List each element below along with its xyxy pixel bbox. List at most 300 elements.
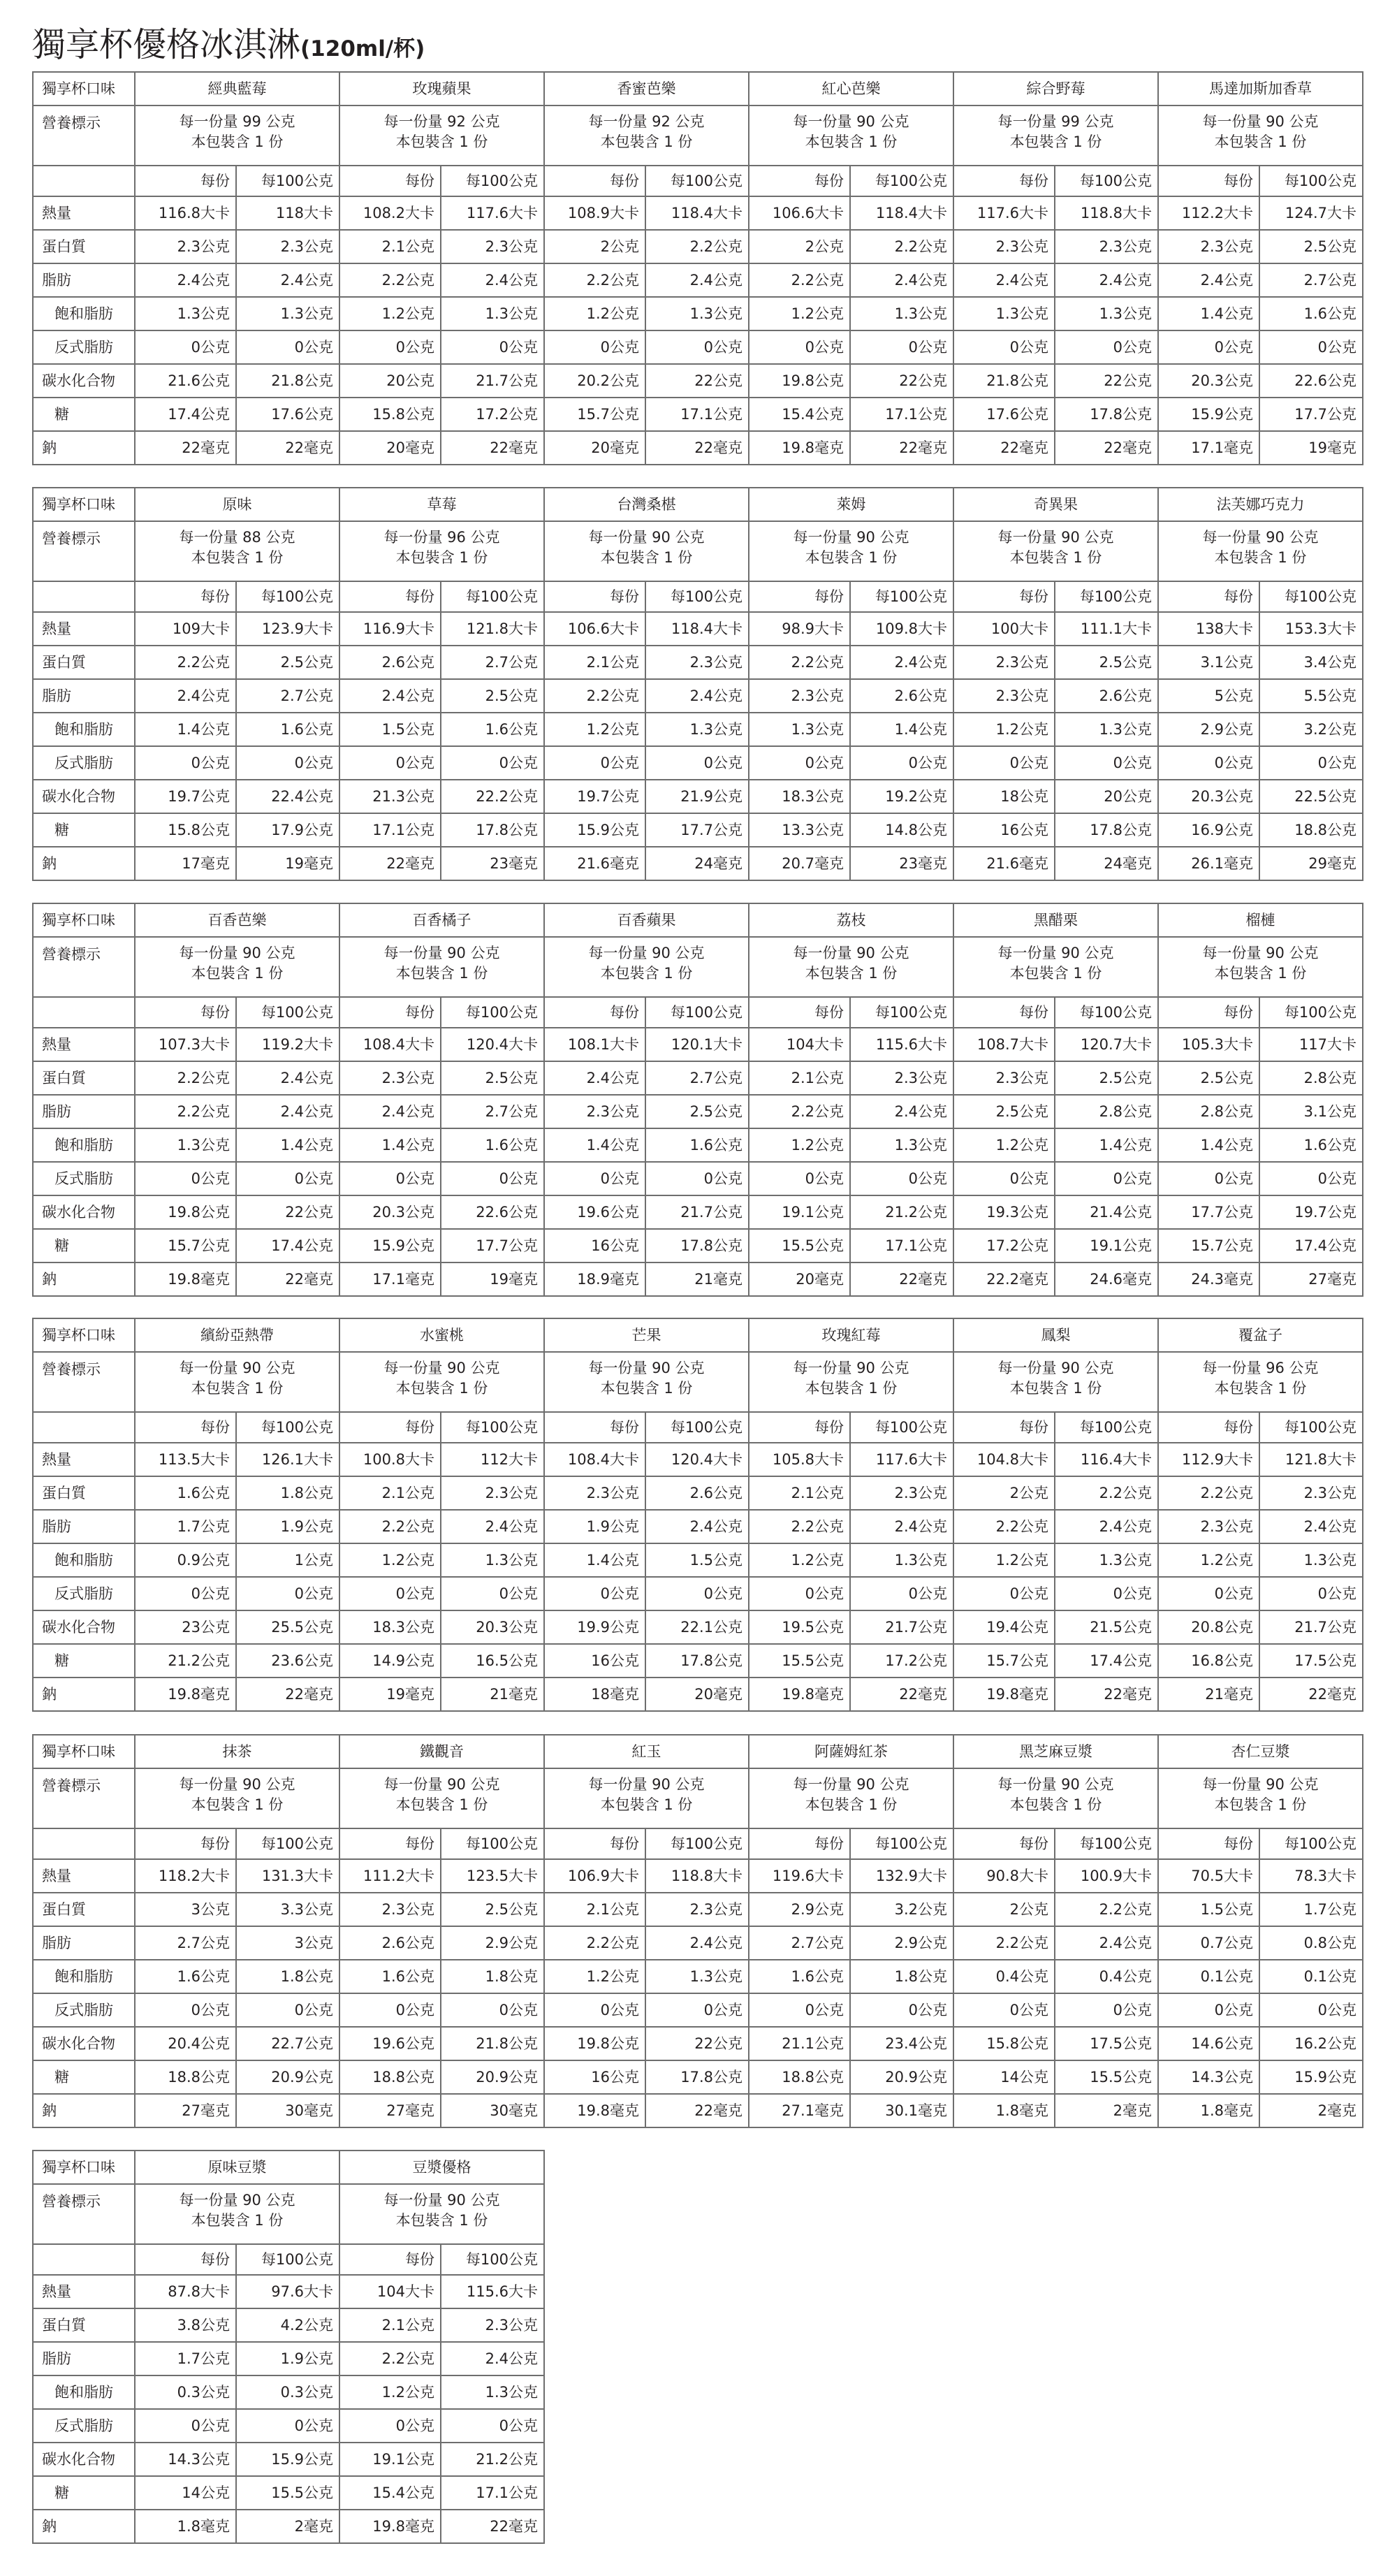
per-100g-value: 17.8公克 [645, 2060, 749, 2094]
row-calories [33, 1859, 1363, 1893]
per-100g-value: 2.2公克 [645, 230, 749, 263]
per-100g-value: 118.4大卡 [645, 612, 749, 646]
per-serving-value: 108.9大卡 [544, 196, 645, 230]
per-100g-value: 3.4公克 [1259, 646, 1363, 679]
per-serving-value: 119.6大卡 [749, 1859, 850, 1893]
per-100g-value: 2.4公克 [236, 1095, 339, 1128]
serving-row [33, 2184, 544, 2244]
flavor-name: 紅心芭樂 [749, 72, 953, 105]
servings-per-pack: 本包裝含 1 份 [191, 548, 284, 566]
servings-per-pack: 本包裝含 1 份 [600, 964, 693, 982]
per-serving-value: 18.3公克 [339, 1610, 441, 1644]
serving-row [33, 1352, 1363, 1412]
per-serving-value: 0公克 [953, 746, 1055, 780]
per-100g-value: 23.6公克 [236, 1644, 339, 1678]
per-100g-value: 22毫克 [850, 1262, 953, 1296]
per-serving-value: 116.9大卡 [339, 612, 441, 646]
per-serving-value: 2.7公克 [749, 1926, 850, 1960]
per-serving-value: 1.2公克 [953, 1543, 1055, 1577]
flavor-row [33, 2151, 544, 2184]
per-serving-value: 27毫克 [339, 2094, 441, 2127]
nutrient-label: 脂肪 [33, 1926, 135, 1960]
per-serving-value: 0公克 [544, 746, 645, 780]
flavor-name: 台灣桑椹 [544, 488, 749, 521]
flavor-name: 馬達加斯加香草 [1158, 72, 1363, 105]
row-trans-fat [33, 1993, 1363, 2027]
per-100g-value: 22公克 [645, 364, 749, 398]
per-serving-header: 每份 [339, 1828, 441, 1859]
per-serving-value: 15.7公克 [1158, 1229, 1259, 1262]
per-serving-value: 1.2公克 [953, 1128, 1055, 1162]
per-serving-value: 18公克 [953, 780, 1055, 813]
per-serving-value: 0公克 [749, 1577, 850, 1610]
per-100g-header: 每100公克 [441, 1828, 544, 1859]
per-serving-value: 112.9大卡 [1158, 1443, 1259, 1476]
per-serving-value: 1.4公克 [1158, 297, 1259, 330]
row-protein [33, 230, 1363, 263]
per-100g-value: 0公克 [850, 746, 953, 780]
per-100g-value: 22毫克 [441, 2510, 544, 2543]
per-100g-value: 20毫克 [645, 1678, 749, 1711]
serving-size: 每一份量 90 公克 [588, 945, 705, 961]
serving-size: 每一份量 90 公克 [997, 529, 1114, 546]
per-serving-value: 2.1公克 [339, 1476, 441, 1510]
nutrient-label: 脂肪 [33, 263, 135, 297]
serving-size: 每一份量 96 公克 [1202, 1360, 1319, 1376]
per-serving-value: 2.2公克 [749, 263, 850, 297]
per-100g-value: 15.9公克 [236, 2443, 339, 2476]
unit-header-row [33, 997, 1363, 1028]
servings-per-pack: 本包裝含 1 份 [600, 1379, 693, 1397]
nutrient-label: 鈉 [33, 431, 135, 465]
nutrient-label: 蛋白質 [33, 1893, 135, 1926]
per-100g-value: 30毫克 [441, 2094, 544, 2127]
per-100g-value: 2.3公克 [441, 1476, 544, 1510]
servings-per-pack: 本包裝含 1 份 [395, 1796, 488, 1813]
per-100g-value: 3公克 [236, 1926, 339, 1960]
per-serving-header: 每份 [953, 581, 1055, 612]
per-serving-value: 2.2公克 [749, 1510, 850, 1543]
flavor-name: 經典藍莓 [135, 72, 339, 105]
serving-info [749, 521, 953, 581]
title-sub: (120ml/杯) [300, 36, 425, 61]
flavor-label: 獨享杯口味 [33, 2151, 135, 2184]
row-saturated-fat [33, 713, 1363, 746]
per-serving-value: 0公克 [339, 2409, 441, 2443]
per-100g-value: 17.1公克 [441, 2476, 544, 2510]
per-100g-header: 每100公克 [236, 1412, 339, 1443]
per-serving-value: 15.5公克 [749, 1229, 850, 1262]
per-serving-value: 1.2公克 [749, 297, 850, 330]
per-100g-value: 2.5公克 [441, 1893, 544, 1926]
nutrient-label: 蛋白質 [33, 230, 135, 263]
serving-size: 每一份量 88 公克 [179, 529, 295, 546]
serving-info [544, 937, 749, 997]
per-100g-value: 2.4公克 [441, 1510, 544, 1543]
per-serving-value: 1.2公克 [953, 713, 1055, 746]
per-100g-value: 21.5公克 [1055, 1610, 1158, 1644]
per-100g-header: 每100公克 [1055, 1412, 1158, 1443]
per-100g-value: 2.7公克 [236, 679, 339, 713]
flavor-name: 阿薩姆紅茶 [749, 1735, 953, 1768]
per-serving-value: 2.2公克 [339, 1510, 441, 1543]
flavor-label: 獨享杯口味 [33, 903, 135, 937]
servings-per-pack: 本包裝含 1 份 [191, 1796, 284, 1813]
per-serving-value: 0公克 [749, 330, 850, 364]
per-serving-value: 19.7公克 [544, 780, 645, 813]
per-100g-value: 123.9大卡 [236, 612, 339, 646]
nutrition-label: 營養標示 [33, 937, 135, 997]
per-100g-value: 22.5公克 [1259, 780, 1363, 813]
flavor-name: 原味 [135, 488, 339, 521]
per-serving-value: 21.6毫克 [544, 847, 645, 880]
per-serving-value: 0公克 [339, 1993, 441, 2027]
serving-size: 每一份量 90 公克 [1202, 113, 1319, 130]
per-serving-value: 2.3公克 [544, 1095, 645, 1128]
per-100g-value: 1.4公克 [236, 1128, 339, 1162]
per-100g-value: 121.8大卡 [1259, 1443, 1363, 1476]
per-serving-value: 0公克 [544, 330, 645, 364]
per-serving-value: 2.3公克 [339, 1061, 441, 1095]
flavor-name: 荔枝 [749, 903, 953, 937]
per-serving-value: 2.2公克 [749, 1095, 850, 1128]
unit-header-row [33, 166, 1363, 196]
per-100g-value: 17.8公克 [1055, 398, 1158, 431]
row-sodium [33, 2510, 544, 2543]
serving-info [953, 937, 1158, 997]
per-serving-value: 118.2大卡 [135, 1859, 236, 1893]
per-100g-value: 100.9大卡 [1055, 1859, 1158, 1893]
per-serving-value: 0公克 [339, 330, 441, 364]
per-100g-header: 每100公克 [850, 997, 953, 1028]
per-serving-value: 2.8公克 [1158, 1095, 1259, 1128]
per-100g-value: 1.3公克 [441, 297, 544, 330]
per-serving-value: 2.4公克 [953, 263, 1055, 297]
row-fat [33, 2342, 544, 2375]
per-serving-value: 20毫克 [749, 1262, 850, 1296]
serving-size: 每一份量 90 公克 [997, 1360, 1114, 1376]
flavor-row [33, 1735, 1363, 1768]
per-serving-header: 每份 [749, 1412, 850, 1443]
per-100g-value: 17.8公克 [645, 1229, 749, 1262]
nutrient-label: 反式脂肪 [33, 1162, 135, 1195]
per-serving-value: 18.8公克 [339, 2060, 441, 2094]
per-100g-value: 21毫克 [441, 1678, 544, 1711]
per-100g-value: 2.3公克 [236, 230, 339, 263]
per-serving-value: 20.3公克 [339, 1195, 441, 1229]
nutrient-label: 脂肪 [33, 2342, 135, 2375]
per-serving-header: 每份 [135, 997, 236, 1028]
per-100g-header: 每100公克 [1259, 1828, 1363, 1859]
per-serving-value: 0公克 [953, 330, 1055, 364]
per-100g-header: 每100公克 [645, 1412, 749, 1443]
per-100g-value: 17.1公克 [645, 398, 749, 431]
per-100g-value: 2.6公克 [1055, 679, 1158, 713]
flavor-name: 萊姆 [749, 488, 953, 521]
per-100g-value: 20.9公克 [441, 2060, 544, 2094]
per-100g-value: 18.8公克 [1259, 813, 1363, 847]
per-100g-value: 2毫克 [1259, 2094, 1363, 2127]
per-100g-value: 0.1公克 [1259, 1960, 1363, 1993]
per-serving-value: 108.7大卡 [953, 1028, 1055, 1061]
per-100g-value: 0公克 [1259, 1993, 1363, 2027]
per-serving-header: 每份 [1158, 997, 1259, 1028]
per-serving-header: 每份 [339, 2244, 441, 2275]
per-serving-value: 21.8公克 [953, 364, 1055, 398]
per-serving-value: 3.8公克 [135, 2308, 236, 2342]
per-100g-value: 16.2公克 [1259, 2027, 1363, 2060]
per-serving-value: 1.3公克 [749, 713, 850, 746]
row-sugar [33, 2476, 544, 2510]
title-main: 獨享杯優格冰淇淋 [32, 25, 301, 64]
per-serving-value: 2.3公克 [544, 1476, 645, 1510]
per-serving-header: 每份 [749, 166, 850, 196]
row-fat [33, 1510, 1363, 1543]
per-100g-value: 19毫克 [441, 1262, 544, 1296]
per-100g-value: 2.6公克 [850, 679, 953, 713]
per-serving-value: 18.3公克 [749, 780, 850, 813]
per-serving-value: 3.1公克 [1158, 646, 1259, 679]
serving-row [33, 1768, 1363, 1828]
per-100g-value: 126.1大卡 [236, 1443, 339, 1476]
per-100g-header: 每100公克 [1055, 1828, 1158, 1859]
per-serving-value: 2.3公克 [1158, 1510, 1259, 1543]
flavor-name: 玫瑰紅莓 [749, 1318, 953, 1352]
per-100g-value: 20.9公克 [850, 2060, 953, 2094]
per-serving-value: 19.8毫克 [339, 2510, 441, 2543]
per-serving-value: 14.3公克 [135, 2443, 236, 2476]
per-100g-header: 每100公克 [645, 997, 749, 1028]
per-100g-value: 2.3公克 [645, 1893, 749, 1926]
nutrient-label: 糖 [33, 398, 135, 431]
per-serving-value: 2.3公克 [749, 679, 850, 713]
per-100g-value: 3.3公克 [236, 1893, 339, 1926]
per-100g-value: 2.5公克 [645, 1095, 749, 1128]
per-serving-header: 每份 [339, 166, 441, 196]
per-serving-value: 19.8毫克 [749, 1678, 850, 1711]
per-100g-value: 22毫克 [645, 431, 749, 465]
row-trans-fat [33, 330, 1363, 364]
per-serving-value: 1.2公克 [339, 2375, 441, 2409]
nutrient-label: 熱量 [33, 1859, 135, 1893]
row-saturated-fat [33, 1960, 1363, 1993]
per-serving-value: 17.6公克 [953, 398, 1055, 431]
per-serving-header: 每份 [1158, 166, 1259, 196]
per-serving-value: 0.4公克 [953, 1960, 1055, 1993]
per-serving-value: 0公克 [339, 746, 441, 780]
serving-info [1158, 1352, 1363, 1412]
per-100g-value: 5.5公克 [1259, 679, 1363, 713]
per-100g-value: 2.4公克 [1055, 263, 1158, 297]
row-calories [33, 196, 1363, 230]
per-100g-value: 2.7公克 [441, 1095, 544, 1128]
nutrient-label: 糖 [33, 2476, 135, 2510]
per-serving-value: 20.2公克 [544, 364, 645, 398]
nutrient-label: 糖 [33, 2060, 135, 2094]
per-serving-value: 2.5公克 [953, 1095, 1055, 1128]
per-serving-value: 27毫克 [135, 2094, 236, 2127]
blank-cell [33, 166, 135, 196]
per-100g-value: 0公克 [645, 1162, 749, 1195]
per-100g-value: 22公克 [850, 364, 953, 398]
per-serving-value: 20毫克 [339, 431, 441, 465]
serving-size: 每一份量 90 公克 [793, 1360, 909, 1376]
per-serving-header: 每份 [953, 997, 1055, 1028]
per-serving-value: 104大卡 [749, 1028, 850, 1061]
row-carbohydrate [33, 364, 1363, 398]
per-serving-value: 2.3公克 [1158, 230, 1259, 263]
per-serving-value: 105.3大卡 [1158, 1028, 1259, 1061]
per-serving-value: 1.8毫克 [953, 2094, 1055, 2127]
per-100g-value: 17.5公克 [1055, 2027, 1158, 2060]
per-serving-value: 0公克 [1158, 1577, 1259, 1610]
per-serving-value: 5公克 [1158, 679, 1259, 713]
row-protein [33, 1893, 1363, 1926]
nutrient-label: 飽和脂肪 [33, 297, 135, 330]
nutrient-label: 糖 [33, 813, 135, 847]
per-serving-header: 每份 [749, 1828, 850, 1859]
per-100g-value: 2.4公克 [236, 1061, 339, 1095]
servings-per-pack: 本包裝含 1 份 [191, 2211, 284, 2229]
per-100g-value: 1.3公克 [645, 1960, 749, 1993]
per-serving-value: 19.8毫克 [135, 1678, 236, 1711]
per-100g-value: 117.6大卡 [850, 1443, 953, 1476]
per-serving-value: 19.8毫克 [135, 1262, 236, 1296]
page-title [32, 25, 425, 64]
per-serving-value: 19.7公克 [135, 780, 236, 813]
per-serving-value: 0.3公克 [135, 2375, 236, 2409]
serving-size: 每一份量 90 公克 [1202, 1776, 1319, 1793]
serving-size: 每一份量 90 公克 [588, 1776, 705, 1793]
nutrient-label: 蛋白質 [33, 646, 135, 679]
per-100g-value: 2.4公克 [645, 1510, 749, 1543]
row-saturated-fat [33, 1543, 1363, 1577]
per-serving-value: 1.9公克 [544, 1510, 645, 1543]
per-100g-value: 0公克 [441, 330, 544, 364]
per-100g-value: 1.3公克 [1055, 297, 1158, 330]
flavor-name: 鐵觀音 [339, 1735, 544, 1768]
per-100g-value: 1.8公克 [850, 1960, 953, 1993]
per-serving-header: 每份 [1158, 581, 1259, 612]
per-serving-value: 2.4公克 [135, 679, 236, 713]
per-100g-value: 2.3公克 [441, 230, 544, 263]
flavor-name: 紅玉 [544, 1735, 749, 1768]
per-serving-value: 14.6公克 [1158, 2027, 1259, 2060]
per-100g-value: 2.3公克 [1259, 1476, 1363, 1510]
per-100g-value: 22毫克 [1259, 1678, 1363, 1711]
per-100g-header: 每100公克 [645, 166, 749, 196]
per-serving-value: 21.2公克 [135, 1644, 236, 1678]
nutrient-label: 飽和脂肪 [33, 1543, 135, 1577]
per-100g-value: 1.3公克 [1055, 713, 1158, 746]
per-100g-value: 22公克 [645, 2027, 749, 2060]
serving-info [1158, 105, 1363, 166]
per-serving-header: 每份 [749, 581, 850, 612]
per-100g-value: 1.3公克 [645, 713, 749, 746]
per-serving-value: 2.2公克 [339, 263, 441, 297]
serving-size: 每一份量 99 公克 [997, 113, 1114, 130]
per-serving-value: 1.2公克 [749, 1543, 850, 1577]
per-serving-value: 2.2公克 [339, 2342, 441, 2375]
per-100g-value: 119.2大卡 [236, 1028, 339, 1061]
row-carbohydrate [33, 780, 1363, 813]
per-100g-value: 120.1大卡 [645, 1028, 749, 1061]
per-serving-header: 每份 [1158, 1412, 1259, 1443]
serving-size: 每一份量 90 公克 [383, 945, 500, 961]
serving-info [749, 105, 953, 166]
nutrition-table [32, 71, 1363, 465]
per-100g-value: 2.7公克 [645, 1061, 749, 1095]
per-100g-value: 2.4公克 [441, 2342, 544, 2375]
per-100g-value: 0公克 [645, 1577, 749, 1610]
serving-size: 每一份量 90 公克 [179, 1776, 295, 1793]
per-100g-value: 117.6大卡 [441, 196, 544, 230]
per-serving-value: 0公克 [544, 1993, 645, 2027]
per-100g-value: 0公克 [850, 1993, 953, 2027]
servings-per-pack: 本包裝含 1 份 [1009, 1796, 1102, 1813]
per-100g-value: 2.4公克 [1259, 1510, 1363, 1543]
per-100g-value: 0.3公克 [236, 2375, 339, 2409]
per-100g-value: 2.8公克 [1259, 1061, 1363, 1095]
per-serving-value: 27.1毫克 [749, 2094, 850, 2127]
per-serving-value: 1.2公克 [544, 713, 645, 746]
per-100g-value: 2.3公克 [441, 2308, 544, 2342]
per-100g-value: 0公克 [441, 2409, 544, 2443]
serving-size: 每一份量 90 公克 [1202, 945, 1319, 961]
unit-header-row [33, 1828, 1363, 1859]
per-serving-header: 每份 [339, 997, 441, 1028]
nutrient-label: 熱量 [33, 1443, 135, 1476]
per-serving-value: 2.2公克 [953, 1510, 1055, 1543]
serving-info [135, 2184, 339, 2244]
servings-per-pack: 本包裝含 1 份 [1009, 964, 1102, 982]
flavor-label: 獨享杯口味 [33, 1318, 135, 1352]
flavor-name: 香蜜芭樂 [544, 72, 749, 105]
nutrient-label: 脂肪 [33, 1510, 135, 1543]
nutrient-label: 碳水化合物 [33, 364, 135, 398]
per-serving-value: 18毫克 [544, 1678, 645, 1711]
nutrient-label: 飽和脂肪 [33, 1128, 135, 1162]
per-100g-value: 2.2公克 [850, 230, 953, 263]
flavor-name: 百香蘋果 [544, 903, 749, 937]
per-serving-value: 0公克 [544, 1162, 645, 1195]
per-serving-value: 14公克 [135, 2476, 236, 2510]
per-100g-header: 每100公克 [645, 581, 749, 612]
per-100g-value: 17.4公克 [1259, 1229, 1363, 1262]
per-serving-header: 每份 [339, 581, 441, 612]
per-serving-value: 19.8毫克 [544, 2094, 645, 2127]
per-100g-value: 27毫克 [1259, 1262, 1363, 1296]
row-carbohydrate [33, 1610, 1363, 1644]
per-100g-value: 0公克 [1055, 1993, 1158, 2027]
row-carbohydrate [33, 2027, 1363, 2060]
per-100g-value: 19.1公克 [1055, 1229, 1158, 1262]
per-100g-value: 1.6公克 [1259, 1128, 1363, 1162]
per-100g-value: 21.9公克 [645, 780, 749, 813]
flavor-name: 抹茶 [135, 1735, 339, 1768]
nutrient-label: 鈉 [33, 847, 135, 880]
per-serving-header: 每份 [544, 581, 645, 612]
serving-info [339, 105, 544, 166]
row-trans-fat [33, 746, 1363, 780]
serving-row [33, 105, 1363, 166]
servings-per-pack: 本包裝含 1 份 [805, 548, 898, 566]
per-serving-value: 108.1大卡 [544, 1028, 645, 1061]
serving-info [544, 105, 749, 166]
per-100g-value: 0公克 [441, 1162, 544, 1195]
per-100g-value: 2.4公克 [236, 263, 339, 297]
flavor-name: 草莓 [339, 488, 544, 521]
